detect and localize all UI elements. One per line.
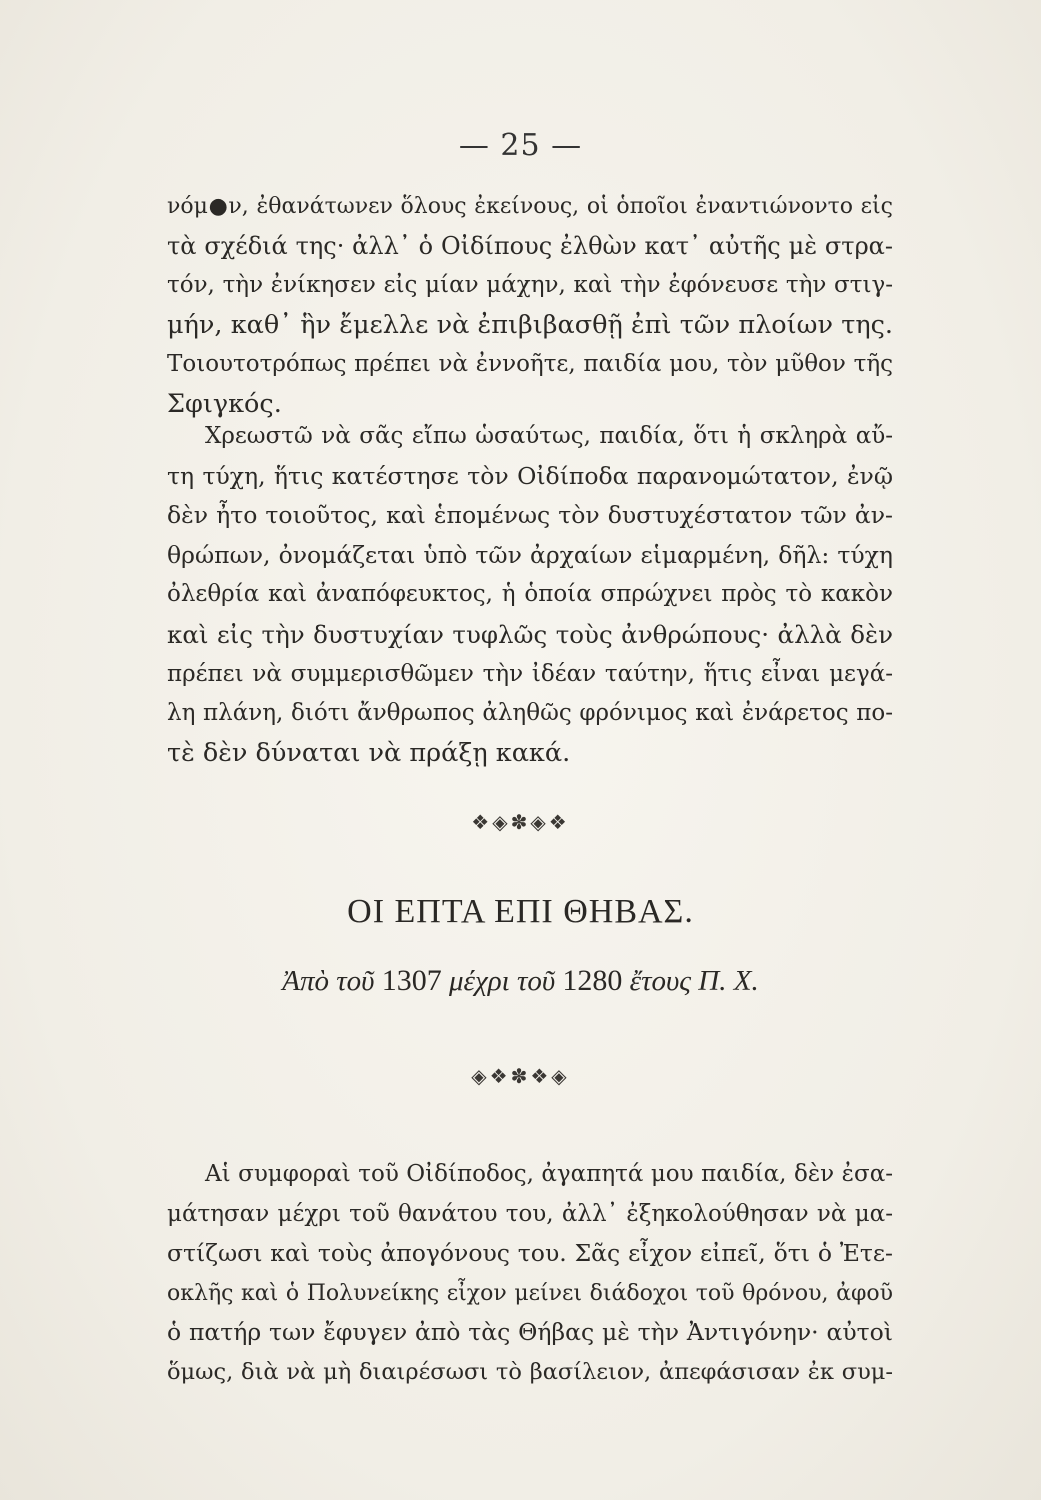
- section-subtitle: [0, 964, 1041, 998]
- text-line: ὀλεθρία καὶ ἀναπόφευκτος, ἡ ὁποία σπρώχνει πρὸς τὸ κακὸν: [167, 581, 893, 608]
- paragraph-2: [167, 417, 893, 773]
- text-line: θρώπων, ὀνομάζεται ὑπὸ τῶν ἀρχαίων εἱμαρμένη, δῆλ: τύχη: [167, 540, 893, 569]
- ornament-divider-bottom: ◈❖✽❖◈: [471, 1064, 570, 1088]
- section-title: ΟΙ ΕΠΤΑ ΕΠΙ ΘΗΒΑΣ.: [347, 893, 694, 930]
- text-line: τὲ δὲν δύναται νὰ πράξῃ κακά.: [167, 737, 571, 768]
- text-line: ὁ πατήρ των ἔφυγεν ἀπὸ τὰς Θήβας μὲ τὴν Ἀντιγόνην· αὐτοὶ: [167, 1318, 893, 1347]
- text-line: μήν, καθ᾽ ἣν ἔμελλε νὰ ἐπιβιβασθῇ ἐπὶ τῶν πλοίων της.: [167, 309, 893, 340]
- text-line: νόμ●ν, ἐθανάτωνεν ὅλους ἐκείνους, οἱ ὁποῖοι ἐναντιώνοντο εἰς: [167, 194, 893, 219]
- text-line: Τοιουτοτρόπως πρέπει νὰ ἐννοῆτε, παιδία μου, τὸν μῦθον τῆς: [167, 351, 893, 378]
- text-line: πρέπει νὰ συμμερισθῶμεν τὴν ἰδέαν ταύτην, ἥτις εἶναι μεγά-: [167, 660, 893, 687]
- text-line: τὰ σχέδιά της· ἀλλ᾽ ὁ Οἰδίπους ἐλθὼν κατ᾽ αὐτῆς μὲ στρα-: [167, 231, 893, 260]
- subtitle-part: ἔτους Π. Χ.: [629, 965, 759, 997]
- text-line: στίζωσι καὶ τοὺς ἀπογόνους του. Σᾶς εἶχον εἰπεῖ, ὅτι ὁ Ἐτε-: [167, 1239, 893, 1268]
- subtitle-year-start: 1307: [381, 964, 442, 997]
- text-line: μάτησαν μέχρι τοῦ θανάτου του, ἀλλ᾽ ἐξηκολούθησαν νὰ μα-: [167, 1200, 893, 1227]
- text-line: οκλῆς καὶ ὁ Πολυνείκης εἶχον μείνει διάδοχοι τοῦ θρόνου, ἀφοῦ: [167, 1280, 893, 1306]
- text-line: δὲν ἦτο τοιοῦτος, καὶ ἑπομένως τὸν δυστυχέστατον τῶν ἀν-: [167, 501, 893, 530]
- paragraph-1: [167, 187, 893, 425]
- paragraph-3: [167, 1155, 893, 1393]
- text-line: καὶ εἰς τὴν δυστυχίαν τυφλῶς τοὺς ἀνθρώπους· ἀλλὰ δὲν: [167, 619, 893, 649]
- text-line: ὅμως, διὰ νὰ μὴ διαιρέσωσι τὸ βασίλειον, ἀπεφάσισαν ἐκ συμ-: [167, 1358, 893, 1385]
- text-line: Σφιγκός.: [167, 388, 282, 419]
- subtitle-part: Ἀπὸ τοῦ: [282, 965, 375, 997]
- text-line: λη πλάνη, διότι ἄνθρωπος ἀληθῶς φρόνιμος καὶ ἐνάρετος πο-: [167, 700, 893, 727]
- subtitle-part: μέχρι τοῦ: [448, 965, 556, 997]
- text-line: Αἱ συμφοραὶ τοῦ Οἰδίποδος, ἀγαπητά μου παιδία, δὲν ἐσα-: [205, 1161, 893, 1187]
- ornament-divider-top: ❖◈✽◈❖: [471, 810, 570, 834]
- text-line: τη τύχη, ἥτις κατέστησε τὸν Οἰδίποδα παρανομώτατον, ἐνῷ: [167, 461, 893, 490]
- text-line: Χρεωστῶ νὰ σᾶς εἴπω ὡσαύτως, παιδία, ὅτι ἡ σκληρὰ αὔ-: [205, 423, 893, 449]
- text-line: τόν, τὴν ἐνίκησεν εἰς μίαν μάχην, καὶ τὴν ἐφόνευσε τὴν στιγ-: [167, 272, 893, 299]
- page-number: — 25 —: [458, 128, 583, 163]
- subtitle-year-end: 1280: [562, 964, 623, 997]
